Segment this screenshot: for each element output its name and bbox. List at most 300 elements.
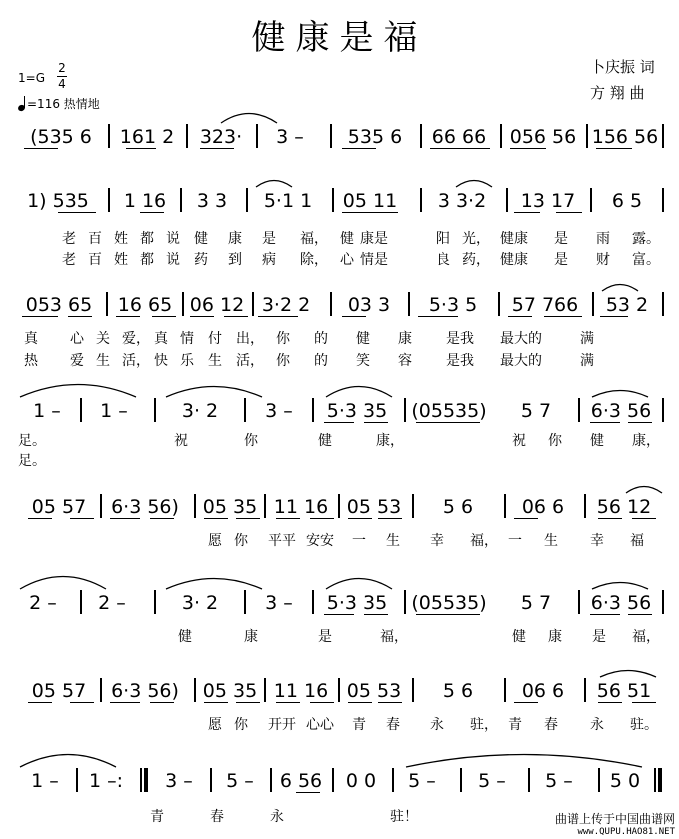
barline (392, 768, 394, 792)
underline (628, 614, 652, 615)
barline (244, 398, 246, 422)
measure: 16 65 (117, 294, 173, 316)
quarter-note-icon (18, 96, 27, 112)
slur (219, 108, 279, 124)
score-row-5 (14, 492, 664, 552)
measure: 2 – (98, 592, 126, 614)
underline (236, 702, 260, 703)
lyric-char: 真 (24, 331, 38, 347)
measure: 053 65 (25, 294, 93, 316)
underline (110, 518, 140, 519)
lyric-char: 你 (548, 433, 562, 449)
lyric-char: 永 (270, 809, 284, 825)
lyric-char: 姓 (114, 231, 128, 247)
measure: 6·3 56) (111, 496, 179, 518)
tie (18, 572, 108, 590)
lyric-char: 驻， (470, 717, 498, 733)
lyric-char: 康 (514, 231, 528, 247)
underline (110, 702, 140, 703)
measure: 5·3 35 (326, 400, 388, 422)
lyric-char: 永 (590, 717, 604, 733)
lyric-char: 药， (462, 252, 490, 268)
underline (416, 422, 480, 423)
barline (332, 188, 334, 212)
lyric-char: 一 (508, 533, 522, 549)
measure: 1) 535 (27, 190, 89, 212)
barline (460, 768, 462, 792)
underline (150, 518, 174, 519)
measure: 03 3 (347, 294, 391, 316)
lyric-char: 到 (228, 252, 242, 268)
measure: 2 – (29, 592, 57, 614)
lyric-char: 乐 (180, 353, 194, 369)
lyric-char: 病 (262, 252, 276, 268)
lyric-char: 青 (508, 717, 522, 733)
lyric-char: 生 (96, 353, 110, 369)
measure: (05535) (411, 592, 487, 614)
underline (416, 614, 480, 615)
underline (600, 316, 628, 317)
lyric-char: 笑 (356, 353, 370, 369)
barline (270, 768, 272, 792)
barline (412, 678, 414, 702)
underline (596, 148, 632, 149)
measure: 3 – (265, 592, 293, 614)
barline (584, 494, 586, 518)
underline (22, 316, 58, 317)
barline (578, 398, 580, 422)
underline (590, 422, 620, 423)
underline (556, 212, 582, 213)
measure: 05 35 (202, 496, 258, 518)
barline (528, 768, 530, 792)
measure: 6 56 (279, 770, 323, 792)
lyric-char: 驻。 (630, 717, 658, 733)
site-watermark (555, 810, 675, 837)
underline (514, 518, 538, 519)
lyric-char: 心心 (306, 717, 334, 733)
score-row-1 (14, 122, 664, 162)
underline (598, 702, 622, 703)
barline (504, 678, 506, 702)
underline (378, 702, 402, 703)
underline (430, 148, 490, 149)
measure: 3 3 (196, 190, 228, 212)
final-barline-thick (658, 768, 662, 792)
lyric-char: 活， (236, 353, 264, 369)
barline (140, 768, 142, 792)
barline (592, 292, 594, 316)
lyric-char: 的 (314, 331, 328, 347)
lyric-char: 康 (514, 252, 528, 268)
tempo-value: =116 (27, 97, 60, 111)
lyric-char: 是 (554, 231, 568, 247)
measure: 05 53 (346, 496, 402, 518)
lyric-char: 安安 (306, 533, 334, 549)
score-row-3 (14, 290, 664, 370)
slur (164, 382, 264, 398)
lyric-char: 福 (630, 533, 644, 549)
barline (408, 292, 410, 316)
underline (510, 148, 546, 149)
underline (236, 518, 260, 519)
barline (330, 292, 332, 316)
lyric-char: 满 (580, 353, 594, 369)
measure: 5 – (408, 770, 436, 792)
measure: 1 –: (88, 770, 124, 792)
measure: 56 51 (596, 680, 652, 702)
barline (246, 188, 248, 212)
underline (364, 422, 388, 423)
barline (108, 188, 110, 212)
slur (254, 176, 294, 188)
underline (276, 702, 300, 703)
barline (662, 124, 664, 148)
lyric-char: 关 (96, 331, 110, 347)
measure: 13 17 (520, 190, 576, 212)
lyric-char: 是我 (446, 331, 474, 347)
underline (348, 702, 372, 703)
barline (108, 124, 110, 148)
barline (312, 398, 314, 422)
lyric-char: 爱 (70, 353, 84, 369)
slur (324, 574, 394, 590)
barline (194, 678, 196, 702)
lyric-char: 春 (210, 809, 224, 825)
barline (312, 590, 314, 614)
measure: 3 – (276, 126, 304, 148)
lyric-char: 健 (194, 231, 208, 247)
slur (590, 386, 650, 398)
lyric-char: 热 (24, 353, 38, 369)
barline (598, 768, 600, 792)
underline (514, 702, 538, 703)
measure: 6·3 56 (590, 592, 652, 614)
underline (590, 614, 620, 615)
measure: (05535) (411, 400, 487, 422)
underline (200, 148, 234, 149)
measure: 05 57 (31, 496, 87, 518)
barline (264, 494, 266, 518)
measure: 161 2 (119, 126, 175, 148)
measure: 0 0 (345, 770, 377, 792)
composer-credit: 方 翔 曲 (590, 84, 645, 102)
barline (186, 124, 188, 148)
time-signature-top: 2 (58, 61, 66, 75)
measure: 1 16 (123, 190, 167, 212)
lyric-char: 百 (88, 252, 102, 268)
lyric-char: 青 (150, 809, 164, 825)
measure: 06 12 (189, 294, 245, 316)
lyric-char: 是我 (446, 353, 474, 369)
lyric-char: 最大的 (500, 353, 542, 369)
lyric-char: 愿 (208, 533, 222, 549)
lyric-char: 健 (500, 231, 514, 247)
tie (18, 380, 138, 398)
measure: 66 66 (431, 126, 487, 148)
lyric-char: 康， (376, 433, 404, 449)
measure: 5·3 35 (326, 592, 388, 614)
underline (310, 702, 334, 703)
music-line (14, 492, 664, 522)
measure: 5 7 (520, 592, 552, 614)
underline (324, 614, 354, 615)
lyric-char: 光， (462, 231, 490, 247)
underline (68, 316, 92, 317)
underline (342, 148, 376, 149)
lyric-char: 足。 (18, 433, 46, 449)
measure: 5 0 (609, 770, 641, 792)
lyric-char: 健 (178, 629, 192, 645)
lyric-char: 福， (632, 629, 660, 645)
lyric-char: 容 (398, 353, 412, 369)
lyric-char: 足。 (18, 453, 46, 469)
music-line (14, 290, 664, 320)
lyric-char: 老 (62, 231, 76, 247)
measure: 5 – (478, 770, 506, 792)
slur (164, 574, 264, 590)
lyric-char: 幸 (590, 533, 604, 549)
underline (514, 212, 540, 213)
measure: 5 – (545, 770, 573, 792)
measure: 11 16 (273, 496, 329, 518)
lyric-char: 生 (544, 533, 558, 549)
underline (296, 792, 320, 793)
lyric-char: 药 (194, 252, 208, 268)
lyric-char: 百 (88, 231, 102, 247)
tempo-expression: 热情地 (63, 97, 100, 111)
measure: 05 11 (342, 190, 398, 212)
measure: 6·3 56 (590, 400, 652, 422)
underline (324, 422, 354, 423)
lyric-char: 活， (122, 353, 150, 369)
lyric-char: 出， (236, 331, 264, 347)
lyric-char: 你 (234, 533, 248, 549)
time-signature (56, 62, 68, 90)
slur (624, 482, 664, 494)
lyric-char: 福， (380, 629, 408, 645)
measure: 3· 2 (181, 400, 219, 422)
lyric-char: 最大的 (500, 331, 542, 347)
lyric-char: 说 (166, 252, 180, 268)
underline (310, 518, 334, 519)
measure: 323· (199, 126, 243, 148)
underline (598, 518, 622, 519)
underline (378, 518, 402, 519)
lyric-char: 愿 (208, 717, 222, 733)
barline (154, 590, 156, 614)
barline (182, 292, 184, 316)
lyric-char: 健 (500, 252, 514, 268)
lyric-char: 良 (436, 252, 450, 268)
lyric-char: 永 (430, 717, 444, 733)
lyric-char: 驻！ (390, 809, 418, 825)
lyric-char: 姓 (114, 252, 128, 268)
lyric-char: 都 (140, 252, 154, 268)
music-line (14, 676, 664, 706)
measure: (535 6 (30, 126, 92, 148)
lyric-char: 福， (300, 231, 328, 247)
underline (632, 518, 656, 519)
measure: 1 – (33, 400, 61, 422)
measure: 156 56 (591, 126, 659, 148)
underline (204, 518, 228, 519)
barline (506, 188, 508, 212)
barline (420, 124, 422, 148)
measure: 535 6 (347, 126, 403, 148)
lyric-char: 健 (512, 629, 526, 645)
barline (662, 590, 664, 614)
watermark-text: 曲谱上传于中国曲谱网 (554, 812, 675, 826)
measure: 056 56 (509, 126, 577, 148)
underline (58, 212, 96, 213)
barline (244, 590, 246, 614)
lyric-char: 你 (234, 717, 248, 733)
repeat-barline (144, 768, 148, 792)
barline (330, 124, 332, 148)
underline (28, 518, 52, 519)
underline (224, 316, 248, 317)
measure: 5·1 1 (263, 190, 313, 212)
lyric-char: 幸 (430, 533, 444, 549)
key-signature: 1=G (18, 71, 45, 85)
measure: 05 57 (31, 680, 87, 702)
underline (140, 212, 164, 213)
lyric-char: 老 (62, 252, 76, 268)
lyric-char: 真 (154, 331, 168, 347)
underline (70, 518, 94, 519)
measure: 3 – (165, 770, 193, 792)
lyric-char: 爱， (122, 331, 150, 347)
underline (70, 702, 94, 703)
score-row-4 (14, 396, 664, 469)
measure: 11 16 (273, 680, 329, 702)
lyric-char: 你 (244, 433, 258, 449)
lyric-char: 健 (590, 433, 604, 449)
lyric-char: 除， (300, 252, 328, 268)
measure: 06 6 (521, 680, 565, 702)
measure: 1 – (31, 770, 59, 792)
barline (180, 188, 182, 212)
lyric-char: 康， (632, 433, 660, 449)
lyric-char: 是 (554, 252, 568, 268)
lyric-char: 福， (470, 533, 498, 549)
final-barline (654, 768, 656, 792)
lyric-char: 富。 (632, 252, 660, 268)
lyric-char: 开开 (268, 717, 296, 733)
barline (662, 292, 664, 316)
measure: 6·3 56) (111, 680, 179, 702)
lyric-char: 心 (70, 331, 84, 347)
underline (418, 316, 458, 317)
underline (258, 316, 298, 317)
music-line (14, 122, 664, 152)
lyric-char: 露。 (632, 231, 660, 247)
barline (80, 398, 82, 422)
lyric-char: 付 (208, 331, 222, 347)
measure: 3 – (265, 400, 293, 422)
measure: 5 6 (442, 680, 474, 702)
barline (194, 494, 196, 518)
lyric-char: 雨 (596, 231, 610, 247)
lyric-char: 是 (318, 629, 332, 645)
underline (544, 316, 582, 317)
underline (24, 148, 58, 149)
lyric-char: 康是 (360, 231, 388, 247)
lyric-char: 健 (318, 433, 332, 449)
lyric-char: 青 (352, 717, 366, 733)
lyric-char: 情 (180, 331, 194, 347)
lyric-char: 康 (228, 231, 242, 247)
measure: 56 12 (596, 496, 652, 518)
lyric-char: 生 (386, 533, 400, 549)
lyric-char: 是 (262, 231, 276, 247)
lyric-char: 情是 (360, 252, 388, 268)
barline (106, 292, 108, 316)
underline (116, 316, 140, 317)
music-line (14, 186, 664, 216)
barline (662, 188, 664, 212)
lyric-char: 财 (596, 252, 610, 268)
underline (628, 422, 652, 423)
slur (600, 280, 640, 292)
lyric-char: 康 (244, 629, 258, 645)
music-line (14, 766, 664, 796)
lyric-char: 平平 (268, 533, 296, 549)
barline (420, 188, 422, 212)
score-row-7 (14, 676, 664, 732)
measure: 3· 2 (181, 592, 219, 614)
tie (18, 750, 118, 768)
lyric-char: 心 (340, 252, 354, 268)
score-row-2 (14, 186, 664, 270)
underline (190, 316, 214, 317)
lyric-char: 祝 (174, 433, 188, 449)
lyric-char: 一 (352, 533, 366, 549)
tie (404, 750, 644, 768)
measure: 3 3·2 (437, 190, 487, 212)
underline (28, 702, 52, 703)
barline (590, 188, 592, 212)
barline (500, 124, 502, 148)
slur (324, 382, 394, 398)
lyric-char: 康 (548, 629, 562, 645)
lyric-char: 春 (544, 717, 558, 733)
lyric-char: 祝 (512, 433, 526, 449)
barline (154, 398, 156, 422)
underline (126, 148, 156, 149)
underline (150, 702, 174, 703)
measure: 5 6 (442, 496, 474, 518)
underline (204, 702, 228, 703)
underline (364, 614, 388, 615)
barline (584, 678, 586, 702)
underline (342, 316, 366, 317)
barline (256, 124, 258, 148)
barline (264, 678, 266, 702)
lyricist-credit: 卜庆振 词 (590, 58, 655, 76)
lyric-char: 快 (154, 353, 168, 369)
lyric-char: 说 (166, 231, 180, 247)
measure: 6 5 (611, 190, 643, 212)
slur (590, 578, 650, 590)
measure: 05 53 (346, 680, 402, 702)
barline (80, 590, 82, 614)
measure: 1 – (100, 400, 128, 422)
lyric-char: 是 (592, 629, 606, 645)
barline (504, 494, 506, 518)
lyric-char: 春 (386, 717, 400, 733)
